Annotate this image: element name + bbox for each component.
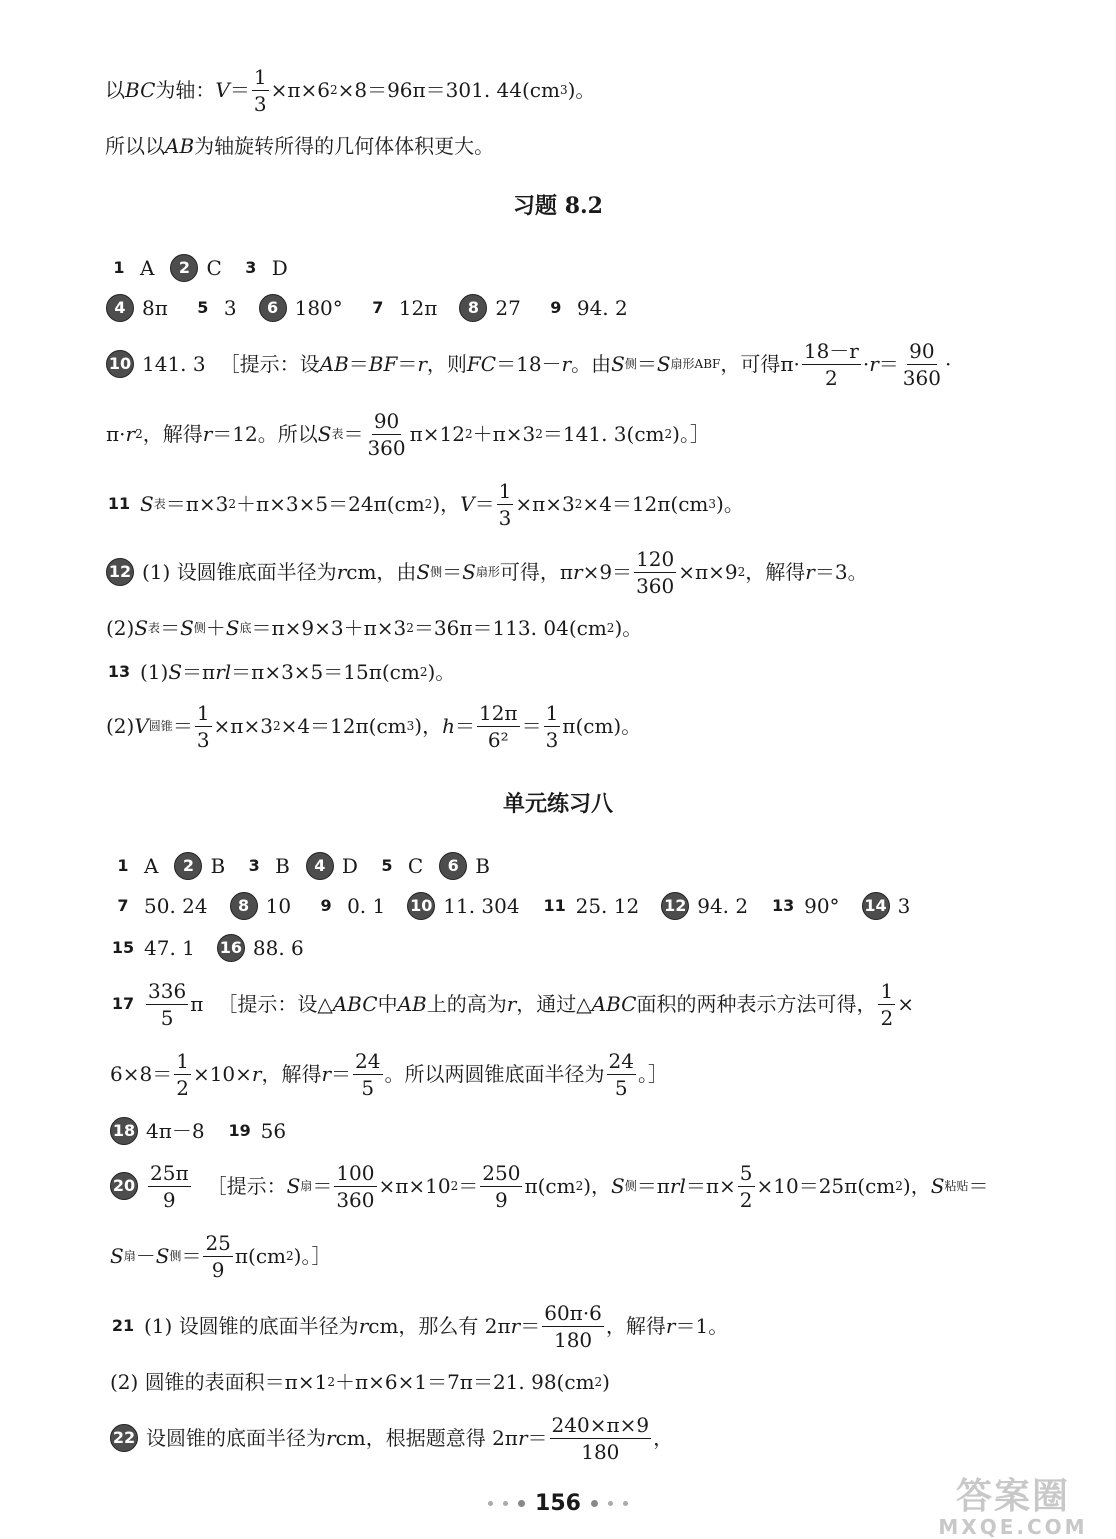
- text: ): [602, 1370, 610, 1394]
- text: ＝π×3×5＝15π(cm: [231, 660, 420, 684]
- question-number: 13: [107, 662, 131, 681]
- decorative-dot: [591, 1500, 598, 1507]
- text: 面积的两种表示方法可得，: [636, 992, 877, 1016]
- text: ［提示：: [206, 1174, 287, 1198]
- text: (2) 圆锥的表面积＝π×1: [110, 1370, 328, 1394]
- text: ＝: [474, 492, 495, 516]
- decorative-dot: [518, 1500, 525, 1507]
- text: ＝: [172, 714, 193, 738]
- text: ＝: [527, 1426, 548, 1450]
- answer: 3: [897, 894, 911, 918]
- question-number: 14: [862, 892, 890, 920]
- text: )，: [902, 1174, 931, 1198]
- text: ×π×9: [678, 560, 738, 584]
- text: ＋π×3: [472, 422, 536, 446]
- var: S: [286, 1174, 301, 1198]
- var: r: [510, 1314, 521, 1338]
- answer: 25. 12: [575, 894, 640, 918]
- text: ＝: [229, 78, 250, 102]
- text: π(cm: [234, 1244, 287, 1268]
- text: )，: [414, 714, 443, 738]
- denominator: 2: [739, 1187, 753, 1212]
- denominator: 2: [176, 1075, 189, 1100]
- text: π×12: [409, 422, 465, 446]
- denominator: 5: [614, 1075, 628, 1100]
- var: r: [561, 352, 572, 376]
- answer: 47. 1: [144, 936, 195, 960]
- fraction: [738, 1160, 755, 1212]
- watermark-url: MXQE.COM: [938, 1515, 1088, 1539]
- question-number: 10: [407, 892, 435, 920]
- numerator: 12π: [478, 700, 518, 725]
- answer: B: [475, 854, 490, 878]
- var: S: [611, 1174, 625, 1198]
- text: 。由: [571, 352, 612, 376]
- text: π·: [106, 422, 126, 446]
- text: ，解得: [745, 560, 806, 584]
- numerator: 25π: [150, 1160, 189, 1185]
- numerator: 5: [739, 1160, 753, 1185]
- var: r: [573, 560, 583, 584]
- text: ＝π: [636, 1174, 670, 1198]
- denominator: 3: [498, 505, 512, 530]
- text: ＋π×6×1＝7π＝21. 98(cm: [334, 1370, 595, 1394]
- text: ·: [944, 352, 952, 376]
- text: 为轴旋转所得的几何体体积更大。: [194, 134, 495, 158]
- var: AB: [319, 352, 349, 376]
- fraction: [203, 1230, 232, 1282]
- text: )。］: [293, 1244, 332, 1268]
- var: ABC: [332, 992, 378, 1016]
- answer: D: [341, 854, 358, 878]
- text: 设圆锥的底面半径为: [146, 1426, 326, 1450]
- question-number: 5: [197, 298, 209, 317]
- text: ×10＝25π(cm: [756, 1174, 896, 1198]
- text: 可得，π: [499, 560, 574, 584]
- var: r: [125, 422, 136, 446]
- question-number: 1: [113, 258, 125, 277]
- text: ，则: [426, 352, 467, 376]
- watermark-text: 答案圈: [955, 1476, 1070, 1517]
- fraction: [353, 1048, 382, 1100]
- question-number: 19: [228, 1121, 251, 1140]
- var: r: [506, 992, 517, 1016]
- numerator: 1: [880, 978, 894, 1003]
- var: AB: [397, 992, 427, 1016]
- text: ＝18－: [496, 352, 562, 376]
- answer: 88. 6: [252, 936, 304, 960]
- numerator: 60π·6: [544, 1300, 602, 1325]
- text: π: [190, 992, 204, 1016]
- question-number: 22: [110, 1424, 138, 1452]
- numerator: 120: [636, 546, 675, 571]
- var: S: [462, 560, 476, 584]
- text: ＋: [205, 616, 226, 640]
- text: )。］: [672, 422, 710, 446]
- numerator: 18－r: [803, 338, 859, 363]
- text: )。: [614, 616, 643, 640]
- var: S: [180, 616, 194, 640]
- fraction: [802, 338, 861, 390]
- var: S: [140, 492, 154, 516]
- text: ＝3。: [814, 560, 868, 584]
- question-number: 16: [217, 934, 245, 962]
- fraction: [365, 408, 407, 460]
- answer: 27: [495, 296, 521, 320]
- text: ＝12。所以: [212, 422, 318, 446]
- var: r: [869, 352, 879, 376]
- answer: 50. 24: [144, 894, 208, 918]
- denominator: 360: [636, 573, 675, 598]
- answer: 94. 2: [576, 296, 628, 320]
- var: S: [110, 1244, 124, 1268]
- text: ＝π×: [685, 1174, 736, 1198]
- text: ＝: [442, 560, 463, 584]
- text: ×8＝96π＝301. 44(cm: [337, 78, 560, 102]
- text: ＝: [968, 1174, 989, 1198]
- question-number: 10: [106, 350, 134, 378]
- var: S: [611, 352, 625, 376]
- text: ·: [862, 352, 870, 376]
- text: ，解得: [142, 422, 203, 446]
- var: r: [321, 1062, 332, 1086]
- var: S: [225, 616, 240, 640]
- var: V: [134, 714, 149, 738]
- watermark: [918, 1468, 1108, 1539]
- text: ，: [653, 1426, 674, 1450]
- denominator: 6²: [487, 727, 509, 752]
- question-number: 7: [117, 896, 129, 915]
- answer: 8π: [142, 296, 168, 320]
- question-number: 1: [117, 856, 129, 875]
- denominator: 360: [902, 365, 941, 390]
- text: ×π×10: [378, 1174, 451, 1198]
- text: cm，那么有 2π: [368, 1314, 511, 1338]
- var: S: [134, 616, 149, 640]
- question-number: 13: [771, 896, 795, 915]
- var-bc: BC: [125, 78, 156, 102]
- var: S: [168, 660, 183, 684]
- text: ＝: [454, 714, 475, 738]
- text: 以: [105, 78, 125, 102]
- numerator: 24: [608, 1048, 634, 1073]
- numerator: 1: [176, 1048, 189, 1073]
- answer: 90°: [804, 894, 840, 918]
- var: S: [656, 352, 671, 376]
- answer: C: [407, 854, 424, 878]
- question-number: 4: [306, 852, 334, 880]
- fraction: [497, 478, 514, 530]
- text: 。］: [637, 1062, 668, 1086]
- fraction: [542, 1300, 604, 1352]
- var: r: [417, 352, 427, 376]
- question-number: 11: [107, 494, 131, 513]
- question-number: 3: [248, 856, 260, 875]
- text: ＝: [636, 352, 657, 376]
- question-number: 4: [106, 294, 134, 322]
- fraction: [480, 1160, 522, 1212]
- denominator: 360: [367, 435, 406, 460]
- answer: A: [144, 854, 159, 878]
- question-number: 15: [111, 938, 135, 957]
- text: ＝: [397, 352, 418, 376]
- answer: D: [271, 256, 288, 280]
- numerator: 25: [205, 1230, 231, 1255]
- denominator: 9: [162, 1187, 176, 1212]
- text: ＝: [521, 714, 542, 738]
- var: S: [317, 422, 332, 446]
- text: 中: [377, 992, 398, 1016]
- question-number: 21: [111, 1316, 135, 1335]
- numerator: 336: [148, 978, 187, 1003]
- question-number: 20: [110, 1172, 138, 1200]
- text: ，可得π·: [720, 352, 800, 376]
- answer: B: [275, 854, 290, 878]
- var: S: [930, 1174, 945, 1198]
- var: BF: [368, 352, 398, 376]
- text: (1) 设圆锥的底面半径为: [144, 1314, 359, 1338]
- numerator: 1: [253, 64, 267, 89]
- fraction: [901, 338, 943, 390]
- text: ＝: [520, 1314, 541, 1338]
- var: r: [251, 1062, 262, 1086]
- question-number: 8: [230, 892, 258, 920]
- var: r: [805, 560, 815, 584]
- answer: 4π－8: [146, 1119, 205, 1143]
- text: ＝1。: [675, 1314, 729, 1338]
- text: ＝: [312, 1174, 333, 1198]
- question-number: 11: [543, 896, 566, 915]
- fraction: [195, 700, 212, 752]
- numerator: 1: [498, 478, 512, 503]
- var: r: [517, 1426, 528, 1450]
- answer: 10: [265, 894, 292, 918]
- text: ＝: [181, 1244, 202, 1268]
- text: ＝: [160, 616, 181, 640]
- text: ＝141. 3(cm: [542, 422, 665, 446]
- answer: 94. 2: [697, 894, 749, 918]
- text: ＝: [348, 352, 369, 376]
- var: FC: [466, 352, 497, 376]
- text: ×π×3: [213, 714, 273, 738]
- question-number: 17: [111, 994, 135, 1013]
- text: (1) 设圆锥底面半径为: [142, 560, 337, 584]
- question-number: 2: [174, 852, 202, 880]
- denominator: 180: [553, 1327, 593, 1352]
- text: ＋π×3×5＝24π(cm: [236, 492, 425, 516]
- text: ［提示：设△: [217, 992, 333, 1016]
- numerator: 250: [482, 1160, 521, 1185]
- text: －: [135, 1244, 156, 1268]
- answer: B: [210, 854, 226, 878]
- fraction: [334, 1160, 376, 1212]
- fraction: [174, 1048, 191, 1100]
- numerator: 90: [373, 408, 400, 433]
- text: )。: [567, 78, 596, 102]
- answer: 3: [223, 296, 237, 320]
- fraction: [252, 64, 269, 116]
- var: S: [416, 560, 431, 584]
- var: r: [336, 560, 347, 584]
- text: ，解得: [261, 1062, 322, 1086]
- text: ，解得: [605, 1314, 666, 1338]
- text: 所以以: [105, 134, 165, 158]
- text: 。所以两圆锥底面半径为: [384, 1062, 605, 1086]
- fraction: [544, 700, 561, 752]
- answer: 180°: [294, 296, 343, 320]
- answer: C: [206, 256, 222, 280]
- fraction: [878, 978, 895, 1030]
- question-number: 6: [439, 852, 467, 880]
- numerator: 24: [355, 1048, 381, 1073]
- question-number: 6: [259, 294, 287, 322]
- question-number: 3: [245, 258, 257, 277]
- text: ×10×: [192, 1062, 252, 1086]
- text: cm，根据题意得 2π: [335, 1426, 518, 1450]
- answer: 141. 3: [142, 352, 206, 376]
- answer: 0. 1: [347, 894, 386, 918]
- decorative-dot: [623, 1501, 628, 1506]
- text: 为轴：: [155, 78, 216, 102]
- var: ABC: [591, 992, 637, 1016]
- answer: 56: [260, 1119, 287, 1143]
- text: )，: [583, 1174, 612, 1198]
- page-number: 156: [535, 1490, 581, 1516]
- text: ［提示：设: [219, 352, 320, 376]
- denominator: 3: [253, 91, 267, 116]
- text: ＝: [458, 1174, 479, 1198]
- fraction: [148, 1160, 191, 1212]
- text: (2): [106, 616, 135, 640]
- var: r: [665, 1314, 676, 1338]
- denominator: 360: [336, 1187, 375, 1212]
- text: ×9＝: [582, 560, 633, 584]
- text: ＝π×9×3＋π×3: [251, 616, 407, 640]
- fraction: [550, 1412, 652, 1464]
- var-ab: AB: [165, 134, 195, 158]
- question-number: 8: [459, 294, 487, 322]
- denominator: 2: [825, 365, 838, 390]
- text: ＝π×3: [165, 492, 229, 516]
- var-v: V: [215, 78, 230, 102]
- text: (2): [106, 714, 135, 738]
- var: r: [358, 1314, 369, 1338]
- numerator: 240×π×9: [551, 1412, 650, 1437]
- question-number: 2: [170, 254, 198, 282]
- text: ×: [897, 992, 914, 1016]
- decorative-dot: [488, 1501, 493, 1506]
- text: ×4＝12π(cm: [280, 714, 407, 738]
- answer: 12π: [398, 296, 438, 320]
- answer: 11. 304: [443, 894, 520, 918]
- numerator: 90: [909, 338, 935, 363]
- question-number: 9: [320, 896, 332, 915]
- heading-text: 习题 8.2: [513, 193, 603, 219]
- text: π(cm)。: [562, 714, 642, 738]
- denominator: 3: [545, 727, 559, 752]
- text: ×π×6: [270, 78, 330, 102]
- decorative-dot: [608, 1501, 613, 1506]
- var: h: [442, 714, 455, 738]
- fraction: [146, 978, 188, 1030]
- text: ＝36π＝113. 04(cm: [413, 616, 607, 640]
- answer: A: [140, 256, 155, 280]
- text: ＝π: [182, 660, 216, 684]
- text: )。: [427, 660, 456, 684]
- numerator: 100: [336, 1160, 375, 1185]
- denominator: 9: [494, 1187, 508, 1212]
- fraction: [634, 546, 676, 598]
- text: ＝: [343, 422, 364, 446]
- denominator: 3: [196, 727, 210, 752]
- question-number: 18: [110, 1117, 138, 1145]
- decorative-dot: [503, 1501, 508, 1506]
- fraction: [477, 700, 520, 752]
- var: V: [460, 492, 475, 516]
- text: 上的高为: [426, 992, 507, 1016]
- var: r: [202, 422, 213, 446]
- var: S: [155, 1244, 170, 1268]
- text: ×π×3: [515, 492, 575, 516]
- text: (1): [140, 660, 169, 684]
- text: 6×8＝: [110, 1062, 173, 1086]
- text: ，通过△: [516, 992, 592, 1016]
- denominator: 2: [880, 1005, 894, 1030]
- numerator: 1: [545, 700, 559, 725]
- var: rl: [215, 660, 232, 684]
- var: r: [326, 1426, 336, 1450]
- question-number: 12: [661, 892, 689, 920]
- numerator: 1: [196, 700, 210, 725]
- denominator: 9: [211, 1257, 225, 1282]
- fraction: [607, 1048, 636, 1100]
- text: cm，由: [346, 560, 417, 584]
- heading-text: 单元练习八: [502, 791, 613, 817]
- text: )。: [716, 492, 744, 516]
- text: ×4＝12π(cm: [582, 492, 709, 516]
- var: rl: [669, 1174, 686, 1198]
- denominator: 5: [160, 1005, 174, 1030]
- question-number: 7: [372, 298, 384, 317]
- text: )，: [432, 492, 461, 516]
- text: ＝: [331, 1062, 352, 1086]
- question-number: 5: [381, 856, 393, 875]
- question-number: 9: [550, 298, 562, 317]
- text: ＝: [878, 352, 899, 376]
- text: π(cm: [524, 1174, 576, 1198]
- question-number: 12: [106, 558, 134, 586]
- denominator: 180: [581, 1439, 620, 1464]
- denominator: 5: [361, 1075, 375, 1100]
